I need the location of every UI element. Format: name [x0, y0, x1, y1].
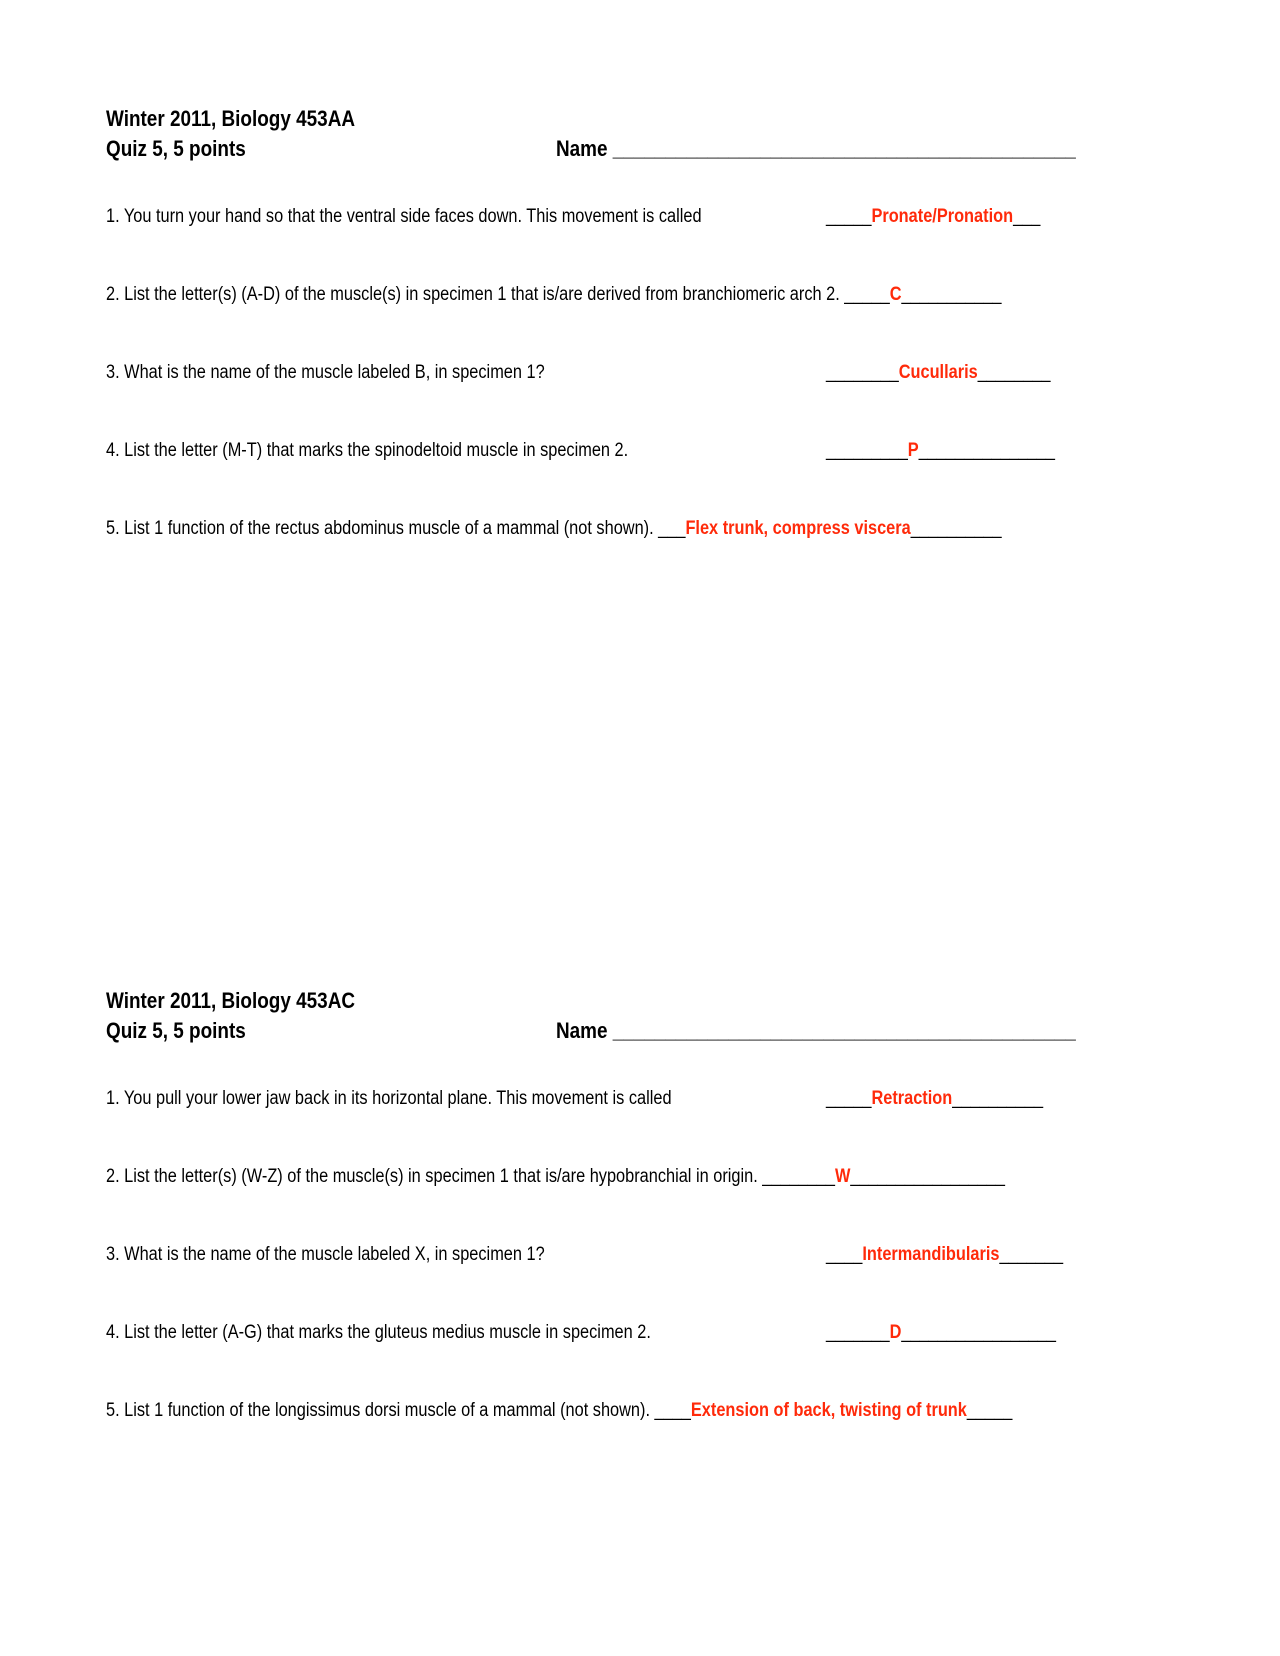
- answer-text: Retraction: [871, 1088, 953, 1109]
- quiz-subtitle-row: [106, 134, 1226, 164]
- question-3: [106, 358, 1226, 388]
- answer-blank: _____Retraction__________: [826, 1088, 1044, 1109]
- quiz-subtitle: Quiz 5, 5 points: [106, 136, 246, 161]
- answer-text: P: [907, 440, 919, 461]
- answer-text: Extension of back, twisting of trunk: [690, 1400, 967, 1421]
- question-text: 3. What is the name of the muscle labeled B, in specimen 1?: [106, 362, 545, 383]
- answer-blank: _________P_______________: [826, 440, 1056, 461]
- question-text: 2. List the letter(s) (A-D) of the muscle(s) in specimen 1 that is/are derived from branchiomeric arch 2. _____C___________: [106, 284, 1002, 305]
- question-text: 1. You turn your hand so that the ventral side faces down. This movement is called: [106, 206, 702, 227]
- question-4: [106, 1318, 1226, 1348]
- question-text: 5. List 1 function of the rectus abdominus muscle of a mammal (not shown). ___Flex trunk, compress viscera__________: [106, 518, 1002, 539]
- answer-blank: ________Cucullaris________: [826, 362, 1051, 383]
- question-3: [106, 1240, 1226, 1270]
- answer-blank: _______D_________________: [826, 1322, 1056, 1343]
- answer-blank: _____Pronate/Pronation___: [826, 206, 1041, 227]
- quiz-subtitle: Quiz 5, 5 points: [106, 1018, 246, 1043]
- question-2: [106, 1162, 1226, 1192]
- question-text: 4. List the letter (A-G) that marks the gluteus medius muscle in specimen 2.: [106, 1322, 651, 1343]
- answer-text: Flex trunk, compress viscera: [685, 518, 911, 539]
- question-4: [106, 436, 1226, 466]
- name-field: Name ____________________________________________: [556, 136, 1076, 161]
- name-field: Name ____________________________________________: [556, 1018, 1076, 1043]
- question-5: [106, 514, 1226, 544]
- answer-text: Cucullaris: [898, 362, 978, 383]
- answer-text: D: [889, 1322, 902, 1343]
- answer-text: W: [834, 1166, 851, 1187]
- quiz-section-aa: [106, 104, 1226, 539]
- question-2: [106, 280, 1226, 310]
- answer-blank: ____Intermandibularis_______: [826, 1244, 1064, 1265]
- question-text: 2. List the letter(s) (W-Z) of the muscle(s) in specimen 1 that is/are hypobranchial in origin. ________W_________________: [106, 1166, 1005, 1187]
- question-5: [106, 1396, 1226, 1426]
- quiz-title: Winter 2011, Biology 453AA: [106, 106, 356, 131]
- question-1: [106, 202, 1226, 232]
- question-text: 5. List 1 function of the longissimus dorsi muscle of a mammal (not shown). ____Extension of back, twisting of trunk_____: [106, 1400, 1013, 1421]
- quiz-title: Winter 2011, Biology 453AC: [106, 988, 356, 1013]
- answer-text: Intermandibularis: [862, 1244, 1000, 1265]
- question-text: 3. What is the name of the muscle labeled X, in specimen 1?: [106, 1244, 545, 1265]
- quiz-section-ac: [106, 986, 1226, 1421]
- answer-text: Pronate/Pronation: [871, 206, 1014, 227]
- quiz-subtitle-row: [106, 1016, 1226, 1046]
- answer-text: C: [889, 284, 902, 305]
- question-1: [106, 1084, 1226, 1114]
- question-text: 1. You pull your lower jaw back in its horizontal plane. This movement is called: [106, 1088, 672, 1109]
- question-text: 4. List the letter (M-T) that marks the spinodeltoid muscle in specimen 2.: [106, 440, 629, 461]
